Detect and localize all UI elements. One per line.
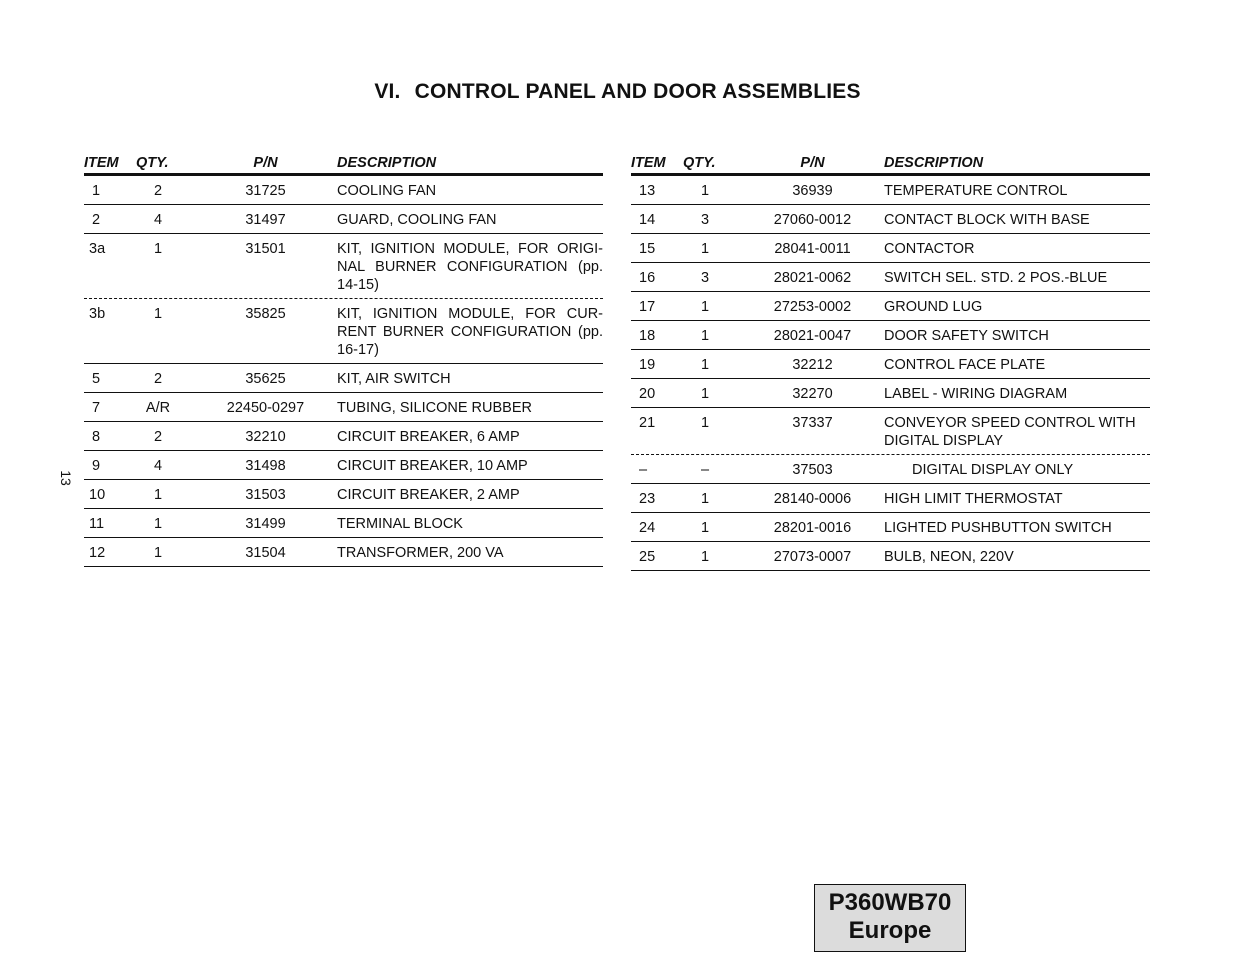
cell-pn: 31504: [245, 545, 286, 561]
cell-item: 5: [92, 371, 101, 387]
cell-pn: 37503: [792, 462, 833, 478]
parts-table-right: [631, 148, 1150, 571]
parts-table-left: [84, 148, 603, 567]
page-number: 13: [57, 470, 74, 486]
table-row: [84, 480, 603, 509]
cell-description: CIRCUIT BREAKER, 2 AMP: [337, 487, 520, 503]
cell-description: TERMINAL BLOCK: [337, 516, 463, 532]
cell-qty: 1: [153, 306, 163, 322]
cell-qty: 1: [700, 415, 710, 431]
cell-description: CONTROL FACE PLATE: [884, 357, 1046, 373]
cell-description: GROUND LUG: [884, 299, 983, 315]
header-qty: QTY.: [683, 155, 716, 171]
cell-description: CIRCUIT BREAKER, 10 AMP: [337, 458, 528, 474]
cell-description: CONTACTOR: [884, 241, 975, 257]
header-item: ITEM: [631, 155, 666, 171]
table-row: [631, 234, 1150, 263]
table-row: [84, 234, 603, 299]
table-row: [84, 393, 603, 422]
table-row: [84, 509, 603, 538]
cell-description: CONTACT BLOCK WITH BASE: [884, 212, 1090, 228]
cell-item: 15: [639, 241, 656, 257]
table-row: [84, 299, 603, 364]
cell-pn: 35825: [245, 306, 286, 322]
cell-item: 12: [89, 545, 106, 561]
model-region: Europe: [848, 917, 932, 944]
header-pn: P/N: [800, 155, 825, 171]
cell-qty: 1: [700, 183, 710, 199]
cell-qty: 3: [700, 212, 710, 228]
cell-pn: 27253-0002: [773, 299, 852, 315]
cell-item: 3b: [89, 306, 106, 322]
table-row: [631, 321, 1150, 350]
cell-qty: 1: [700, 491, 710, 507]
cell-pn: 36939: [792, 183, 833, 199]
cell-pn: 28140-0006: [773, 491, 852, 507]
cell-pn: 31503: [245, 487, 286, 503]
cell-qty: 1: [700, 299, 710, 315]
cell-item: 1: [92, 183, 101, 199]
cell-description: KIT, IGNITION MODULE, FOR ORIGI-NAL BURNER CONFIGURATION (pp. 14-15): [337, 241, 603, 293]
table-row: [631, 484, 1150, 513]
cell-qty: A/R: [145, 400, 171, 416]
cell-qty: 1: [700, 241, 710, 257]
table-header: [84, 148, 603, 176]
cell-qty: –: [700, 462, 710, 478]
cell-qty: 1: [700, 520, 710, 536]
model-number: P360WB70: [828, 889, 952, 916]
cell-description: COOLING FAN: [337, 183, 437, 199]
cell-pn: 35625: [245, 371, 286, 387]
cell-pn: 22450-0297: [226, 400, 305, 416]
table-row: [84, 364, 603, 393]
table-row: [631, 176, 1150, 205]
cell-item: 24: [639, 520, 656, 536]
cell-pn: 28041-0011: [774, 241, 851, 257]
cell-description: CONVEYOR SPEED CONTROL WITH DIGITAL DISPLAY: [884, 415, 1136, 449]
cell-item: 3a: [89, 241, 106, 257]
cell-pn: 27073-0007: [773, 549, 852, 565]
cell-description: TRANSFORMER, 200 VA: [337, 545, 504, 561]
cell-qty: 4: [153, 212, 163, 228]
section-number: VI.: [374, 80, 401, 103]
cell-pn: 31499: [245, 516, 286, 532]
cell-pn: 32212: [792, 357, 833, 373]
table-row: [84, 538, 603, 567]
table-row: [631, 379, 1150, 408]
page-title: [0, 80, 1235, 104]
header-description: DESCRIPTION: [337, 155, 437, 171]
cell-qty: 1: [153, 241, 163, 257]
header-description: DESCRIPTION: [884, 155, 984, 171]
cell-item: 23: [639, 491, 656, 507]
cell-item: –: [639, 462, 648, 478]
table-header: [631, 148, 1150, 176]
cell-item: 9: [92, 458, 101, 474]
cell-description: KIT, AIR SWITCH: [337, 371, 451, 387]
cell-pn: 31498: [245, 458, 286, 474]
cell-qty: 4: [153, 458, 163, 474]
table-row: [84, 176, 603, 205]
cell-pn: 37337: [792, 415, 833, 431]
cell-pn: 28201-0016: [773, 520, 852, 536]
cell-description: DOOR SAFETY SWITCH: [884, 328, 1049, 344]
cell-qty: 1: [153, 516, 163, 532]
cell-qty: 3: [700, 270, 710, 286]
cell-pn: 32270: [792, 386, 833, 402]
model-label-box: [814, 884, 966, 952]
table-row: [84, 422, 603, 451]
cell-description: SWITCH SEL. STD. 2 POS.-BLUE: [884, 270, 1108, 286]
cell-description: TEMPERATURE CONTROL: [884, 183, 1068, 199]
table-row: [631, 205, 1150, 234]
cell-item: 14: [639, 212, 656, 228]
table-row: [631, 292, 1150, 321]
table-row: [631, 542, 1150, 571]
cell-description: BULB, NEON, 220V: [884, 549, 1014, 565]
cell-description: CIRCUIT BREAKER, 6 AMP: [337, 429, 520, 445]
cell-qty: 1: [700, 357, 710, 373]
cell-qty: 2: [153, 429, 163, 445]
cell-description: KIT, IGNITION MODULE, FOR CUR-RENT BURNER CONFIGURATION (pp. 16-17): [337, 306, 603, 358]
section-title: CONTROL PANEL AND DOOR ASSEMBLIES: [414, 80, 861, 103]
header-item: ITEM: [84, 155, 119, 171]
cell-qty: 1: [700, 328, 710, 344]
cell-item: 17: [639, 299, 656, 315]
cell-item: 16: [639, 270, 656, 286]
cell-description: LIGHTED PUSHBUTTON SWITCH: [884, 520, 1112, 536]
table-row: [631, 455, 1150, 484]
cell-pn: 31725: [245, 183, 286, 199]
cell-item: 7: [92, 400, 101, 416]
cell-description: LABEL - WIRING DIAGRAM: [884, 386, 1068, 402]
cell-pn: 28021-0047: [773, 328, 852, 344]
table-row: [631, 350, 1150, 379]
table-row: [84, 205, 603, 234]
cell-description: HIGH LIMIT THERMOSTAT: [884, 491, 1063, 507]
cell-item: 20: [639, 386, 656, 402]
cell-qty: 1: [700, 386, 710, 402]
cell-pn: 31497: [245, 212, 286, 228]
cell-item: 11: [89, 516, 105, 532]
table-row: [631, 263, 1150, 292]
cell-description: DIGITAL DISPLAY ONLY: [912, 462, 1074, 478]
header-qty: QTY.: [136, 155, 169, 171]
cell-item: 25: [639, 549, 656, 565]
cell-item: 21: [639, 415, 656, 431]
header-pn: P/N: [253, 155, 278, 171]
cell-item: 13: [639, 183, 656, 199]
table-row: [631, 513, 1150, 542]
cell-item: 8: [92, 429, 101, 445]
cell-qty: 2: [153, 183, 163, 199]
cell-pn: 32210: [245, 429, 286, 445]
cell-item: 2: [92, 212, 101, 228]
cell-qty: 1: [153, 487, 163, 503]
table-row: [631, 408, 1150, 455]
cell-item: 10: [89, 487, 106, 503]
cell-pn: 27060-0012: [773, 212, 852, 228]
cell-pn: 31501: [245, 241, 286, 257]
cell-qty: 1: [700, 549, 710, 565]
cell-qty: 2: [153, 371, 163, 387]
cell-description: GUARD, COOLING FAN: [337, 212, 497, 228]
table-row: [84, 451, 603, 480]
cell-item: 18: [639, 328, 656, 344]
cell-item: 19: [639, 357, 656, 373]
cell-qty: 1: [153, 545, 163, 561]
cell-pn: 28021-0062: [773, 270, 852, 286]
cell-description: TUBING, SILICONE RUBBER: [337, 400, 532, 416]
